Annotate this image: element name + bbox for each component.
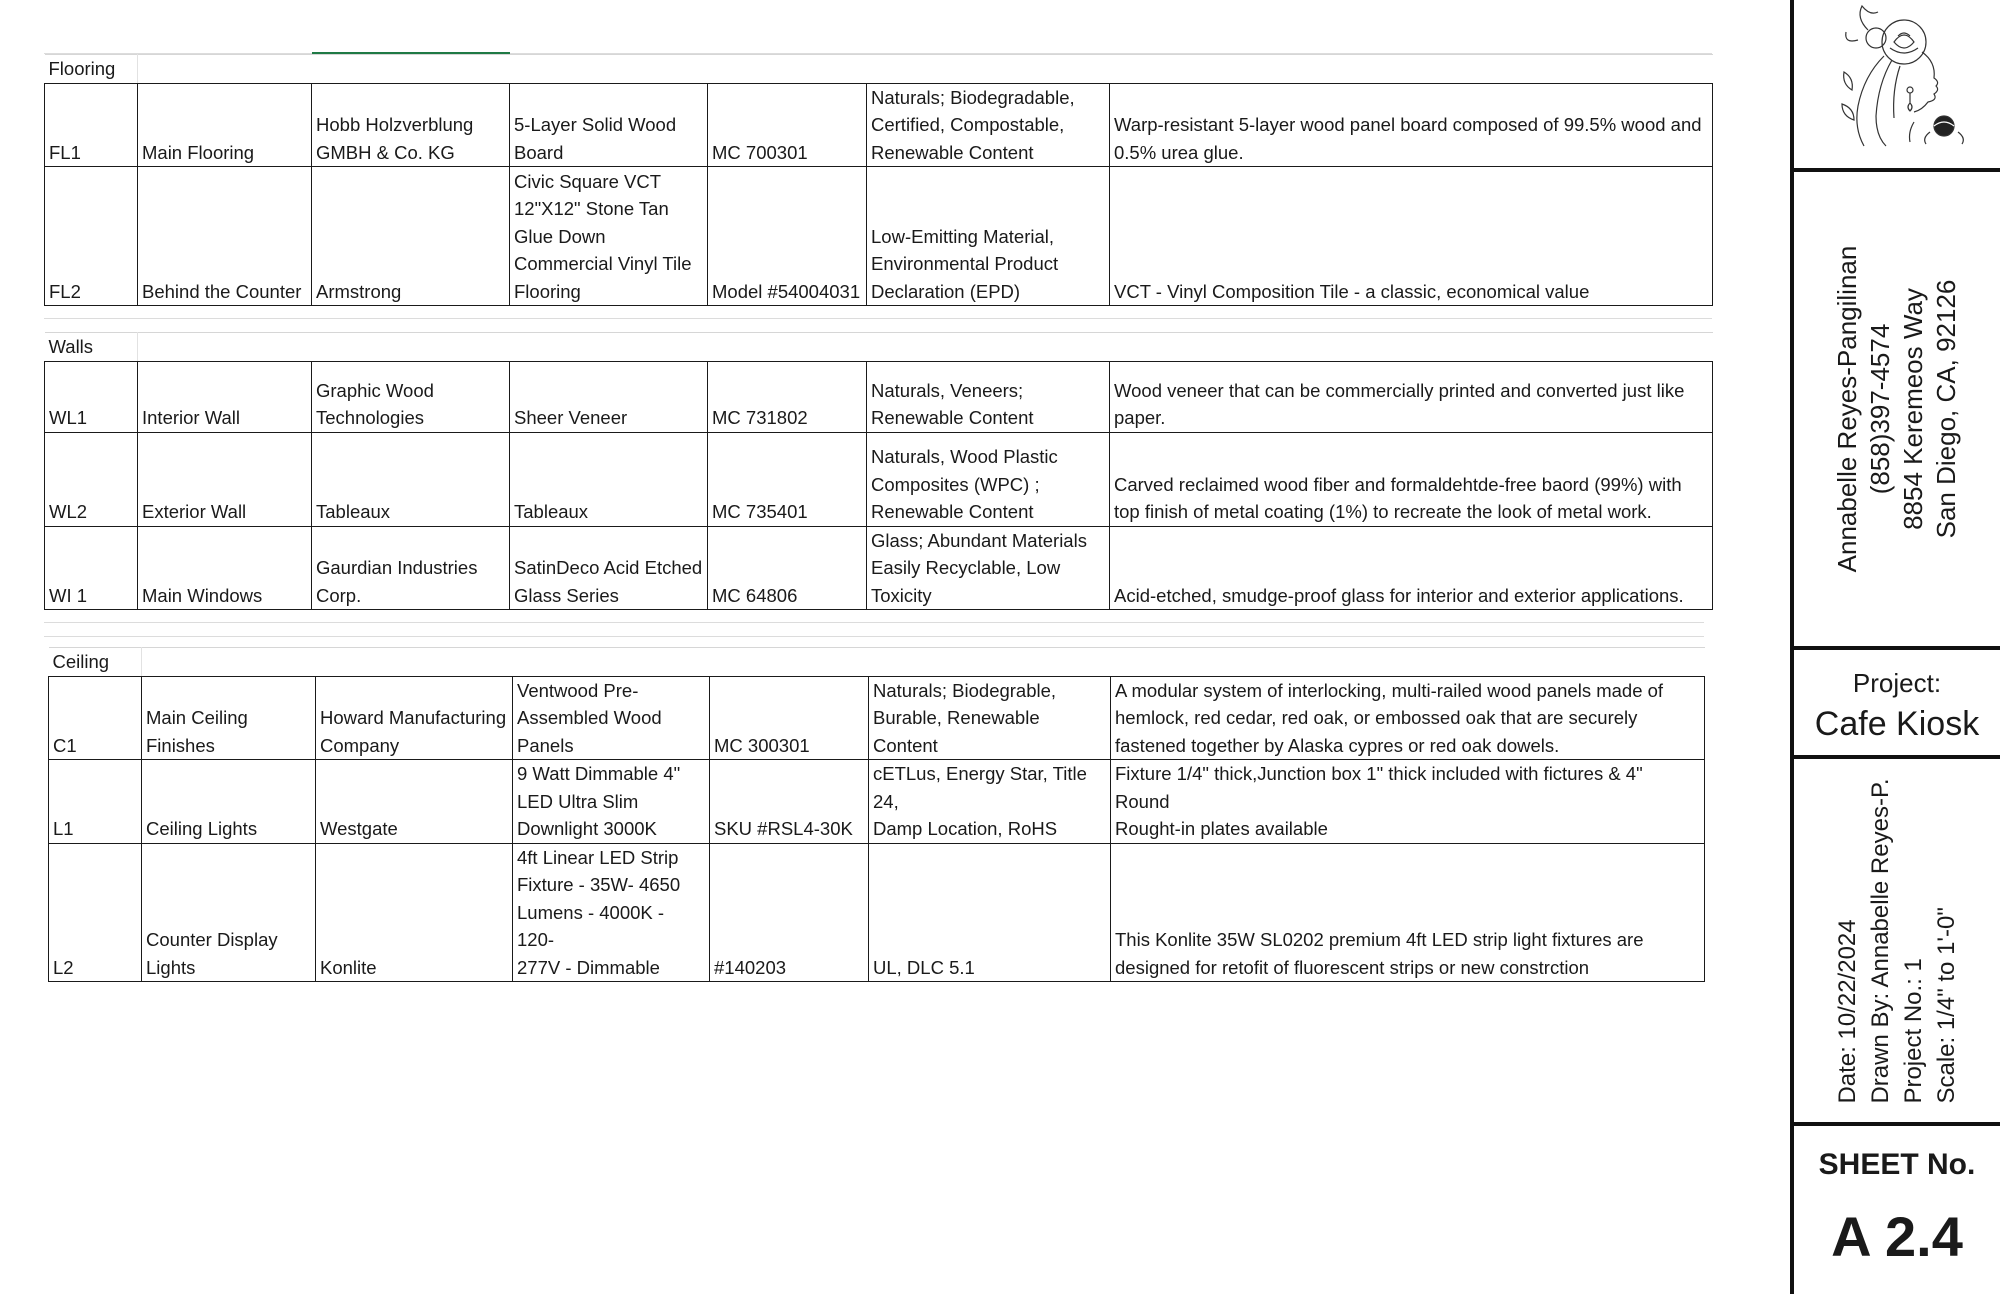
area-cell: Main Flooring <box>138 83 312 167</box>
grid-line <box>44 636 1704 637</box>
section-header <box>45 55 1713 84</box>
model-cell: MC 300301 <box>710 676 869 760</box>
description-cell: Acid-etched, smudge-proof glass for interior and exterior applications. <box>1110 526 1713 610</box>
info-cell <box>1794 759 2000 1126</box>
manufacturer-cell: Hobb Holzverblung GMBH & Co. KG <box>312 83 510 167</box>
designer-city: San Diego, CA, 92126 <box>1931 279 1961 539</box>
title-block <box>1790 0 2000 1294</box>
model-cell: MC 700301 <box>708 83 867 167</box>
description-cell: Fixture 1/4" thick,Junction box 1" thick included with fictures & 4" Round Rought-in plates available <box>1111 760 1705 844</box>
sustainability-cell: Naturals; Biodegradable, Certified, Compostable, Renewable Content <box>867 83 1110 167</box>
description-cell: A modular system of interlocking, multi-railed wood panels made of hemlock, red cedar, red oak, or embossed oak that are securely fastened together by Alaska cypres or red oak dowels. <box>1111 676 1705 760</box>
table-row <box>45 167 1713 306</box>
code-cell: WI 1 <box>45 526 138 610</box>
designer-address <box>1831 246 1963 573</box>
model-cell: MC 731802 <box>708 361 867 432</box>
model-cell: SKU #RSL4-30K <box>710 760 869 844</box>
model-cell: MC 735401 <box>708 432 867 526</box>
model-cell: MC 64806 <box>708 526 867 610</box>
model-cell: Model #54004031 <box>708 167 867 306</box>
sustainability-cell: Glass; Abundant Materials Easily Recyclable, Low Toxicity <box>867 526 1110 610</box>
product-cell: 4ft Linear LED Strip Fixture - 35W- 4650 Lumens - 4000K - 120- 277V - Dimmable <box>513 843 710 982</box>
table-row <box>49 760 1705 844</box>
drawing-info <box>1831 778 1963 1103</box>
section-header <box>45 333 1713 362</box>
sustainability-cell: Naturals, Wood Plastic Composites (WPC) ; Renewable Content <box>867 432 1110 526</box>
project-name: Cafe Kiosk <box>1814 705 1980 743</box>
area-cell: Main Ceiling Finishes <box>142 676 316 760</box>
code-cell: FL1 <box>45 83 138 167</box>
description-cell: This Konlite 35W SL0202 premium 4ft LED strip light fixtures are designed for retofit of fluorescent strips or new constrction <box>1111 843 1705 982</box>
manufacturer-cell: Tableaux <box>312 432 510 526</box>
code-cell: WL1 <box>45 361 138 432</box>
table-row <box>49 843 1705 982</box>
grid-line <box>44 622 1704 623</box>
description-cell: Warp-resistant 5-layer wood panel board composed of 99.5% wood and 0.5% urea glue. <box>1110 83 1713 167</box>
sustainability-cell: Naturals, Veneers; Renewable Content <box>867 361 1110 432</box>
table-row <box>45 432 1713 526</box>
product-cell: Tableaux <box>510 432 708 526</box>
drawn-by-text: Drawn By: Annabelle Reyes-P. <box>1867 777 1894 1104</box>
area-cell: Counter Display Lights <box>142 843 316 982</box>
woman-rose-logo-icon <box>1794 0 2000 168</box>
project-no-text: Project No.: 1 <box>1900 957 1927 1104</box>
walls-table <box>44 332 1713 610</box>
ceiling-table <box>48 647 1705 982</box>
code-cell: L1 <box>49 760 142 844</box>
area-cell: Main Windows <box>138 526 312 610</box>
sustainability-cell: cETLus, Energy Star, Title 24, Damp Location, RoHS <box>869 760 1111 844</box>
designer-name: Annabelle Reyes-Pangilinan <box>1832 245 1862 573</box>
manufacturer-cell: Konlite <box>316 843 513 982</box>
designer-phone: (858)397-4574 <box>1865 323 1895 495</box>
sustainability-cell: Naturals; Biodegrable, Burable, Renewable Content <box>869 676 1111 760</box>
description-cell: VCT - Vinyl Composition Tile - a classic, economical value <box>1110 167 1713 306</box>
area-cell: Exterior Wall <box>138 432 312 526</box>
designer-street: 8854 Keremeos Way <box>1898 288 1928 530</box>
sheet-label: SHEET No. <box>1818 1148 1976 1181</box>
address-cell <box>1794 172 2000 650</box>
code-cell: WL2 <box>45 432 138 526</box>
section-title: Walls <box>45 333 138 362</box>
description-cell: Wood veneer that can be commercially printed and converted just like paper. <box>1110 361 1713 432</box>
description-cell: Carved reclaimed wood fiber and formaldehtde-free baord (99%) with top finish of metal coating (1%) to recreate the look of metal work. <box>1110 432 1713 526</box>
sheet-number: A 2.4 <box>1831 1205 1963 1268</box>
section-header <box>49 648 1705 677</box>
area-cell: Interior Wall <box>138 361 312 432</box>
manufacturer-cell: Gaurdian Industries Corp. <box>312 526 510 610</box>
product-cell: Civic Square VCT 12"X12" Stone Tan Glue Down Commercial Vinyl Tile Flooring <box>510 167 708 306</box>
model-cell: #140203 <box>710 843 869 982</box>
project-label: Project: <box>1852 668 1942 698</box>
project-cell <box>1794 650 2000 759</box>
product-cell: 9 Watt Dimmable 4" LED Ultra Slim Downlight 3000K <box>513 760 710 844</box>
sustainability-cell: Low-Emitting Material, Environmental Product Declaration (EPD) <box>867 167 1110 306</box>
table-row <box>45 361 1713 432</box>
grid-line <box>44 318 1712 319</box>
scale-text: Scale: 1/4" to 1'-0" <box>1933 906 1960 1104</box>
logo-cell <box>1794 0 2000 172</box>
sustainability-cell: UL, DLC 5.1 <box>869 843 1111 982</box>
table-row <box>49 676 1705 760</box>
manufacturer-cell: Armstrong <box>312 167 510 306</box>
product-cell: Ventwood Pre- Assembled Wood Panels <box>513 676 710 760</box>
table-row <box>45 83 1713 167</box>
date-text: Date: 10/22/2024 <box>1834 918 1861 1104</box>
sheet-number-cell <box>1794 1126 2000 1294</box>
area-cell: Ceiling Lights <box>142 760 316 844</box>
code-cell: L2 <box>49 843 142 982</box>
product-cell: SatinDeco Acid Etched Glass Series <box>510 526 708 610</box>
section-title: Flooring <box>45 55 138 84</box>
manufacturer-cell: Howard Manufacturing Company <box>316 676 513 760</box>
section-title: Ceiling <box>49 648 142 677</box>
area-cell: Behind the Counter <box>138 167 312 306</box>
product-cell: Sheer Veneer <box>510 361 708 432</box>
code-cell: C1 <box>49 676 142 760</box>
code-cell: FL2 <box>45 167 138 306</box>
flooring-table <box>44 54 1713 306</box>
table-row <box>45 526 1713 610</box>
manufacturer-cell: Westgate <box>316 760 513 844</box>
manufacturer-cell: Graphic Wood Technologies <box>312 361 510 432</box>
product-cell: 5-Layer Solid Wood Board <box>510 83 708 167</box>
